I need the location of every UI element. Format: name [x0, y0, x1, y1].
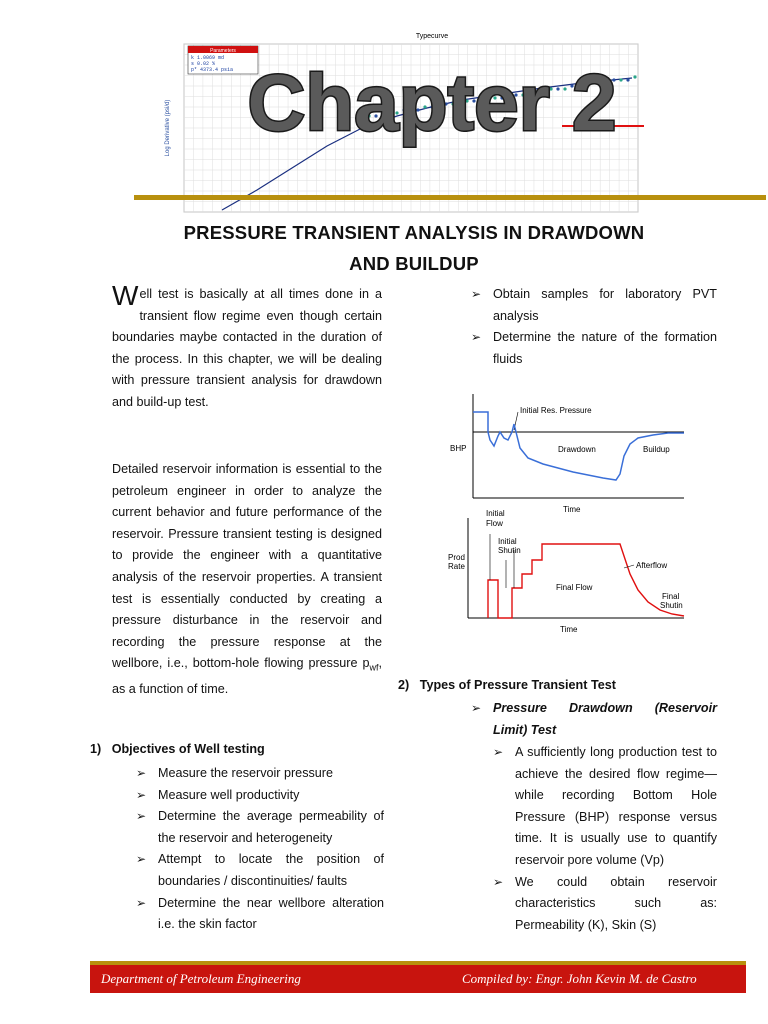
label-buildup: Buildup — [643, 445, 670, 454]
label-final-flow: Final Flow — [556, 583, 593, 592]
objectives-list-continued — [471, 284, 717, 370]
legend-row-s: s 0.02 % — [191, 61, 216, 67]
intro-paragraph — [112, 280, 382, 414]
label-prod-rate: Rate — [448, 562, 465, 571]
label-time: Time — [563, 505, 581, 514]
label-final-shutin-top: Final — [662, 592, 680, 601]
label-initial-shutin-top: Initial — [498, 537, 517, 546]
label-bhp: BHP — [450, 444, 467, 453]
arrow-bullet-icon: ➢ — [471, 701, 482, 715]
typecurve-title: Typecurve — [415, 33, 449, 40]
list-item: ➢ Determine the nature of the formation fluids — [471, 327, 717, 370]
arrow-bullet-icon: ➢ — [493, 745, 504, 759]
chapter-title-line1: PRESSURE TRANSIENT ANALYSIS IN DRAWDOWN — [183, 222, 645, 243]
drawdown-subsection — [471, 698, 717, 741]
list-item: ➢ Determine the average permeability of the reservoir and heterogeneity — [136, 806, 384, 849]
intro-text: ell test is basically at all times done in a transient flow regime even though certain boundaries maybe contacted in the duration of the process. In this chapter, we will be dealing with pressure transient analysis for drawdown and build-up test. — [112, 287, 382, 409]
detail-text: Detailed reservoir information is essential to the petroleum engineer in order to analyze the current behavior and future performance of the reservoir. Pressure transient testing is designed to provide the engineer with a quantitative analysis of the reservoir properties. A transient test is essentially conducted by creating a pressure disturbance in the reservoir and recording the pressure response at the wellbore, i.e., bottom-hole flowing pressure p — [112, 462, 382, 671]
list-item: ➢ Measure well productivity — [136, 785, 384, 807]
drawdown-details-list — [493, 742, 717, 936]
drop-cap: W — [112, 280, 139, 311]
detail-paragraph — [112, 459, 382, 701]
legend-row-k: k 1.0069 md — [191, 55, 225, 61]
legend-row-p: p* 4373.4 psia — [191, 67, 234, 73]
label-initial-flow: Flow — [486, 519, 503, 528]
section-objectives-heading: 1) Objectives of Well testing — [90, 742, 265, 756]
arrow-bullet-icon: ➢ — [136, 787, 147, 802]
list-item: ➢ Obtain samples for laboratory PVT analysis — [471, 284, 717, 327]
arrow-bullet-icon: ➢ — [493, 874, 504, 889]
label-afterflow: Afterflow — [636, 561, 668, 570]
chapter-title-line2: AND BUILDUP — [349, 253, 479, 274]
arrow-bullet-icon: ➢ — [136, 809, 147, 824]
list-item: ➢ We could obtain reservoir characteristics such as: Permeability (K), Skin (S) — [493, 872, 717, 937]
pwf-subscript: wf — [369, 662, 379, 673]
label-initial-flow-top: Initial — [486, 509, 505, 518]
objectives-list — [136, 763, 384, 936]
production-rate-figure — [448, 508, 688, 638]
label-final-shutin: Shutin — [660, 601, 683, 610]
y-axis-label: Log Derivative (psi/d) — [165, 99, 171, 157]
list-item: ➢ A sufficiently long production test to achieve the desired flow regime—while recording Bottom Hole Pressure (BHP) response versus time. It is usually use to quantify reservoir pore volume (Vp) — [493, 742, 717, 872]
label-time: Time — [560, 625, 578, 634]
arrow-bullet-icon: ➢ — [136, 766, 147, 780]
drawdown-subheading: Pressure Drawdown (Reservoir Limit) Test — [493, 701, 717, 737]
arrow-bullet-icon: ➢ — [471, 330, 482, 345]
arrow-bullet-icon: ➢ — [471, 287, 482, 301]
legend-title: Parameters — [210, 48, 236, 54]
arrow-bullet-icon: ➢ — [136, 895, 147, 910]
list-item: ➢ Attempt to locate the position of boundaries / discontinuities/ faults — [136, 849, 384, 892]
list-item — [471, 698, 717, 741]
label-initial-pressure: Initial Res. Pressure — [520, 406, 592, 415]
label-prod-rate-top: Prod — [448, 553, 465, 562]
chapter-heading: Chapter 2 — [247, 58, 617, 147]
label-initial-shutin: Shutin — [498, 546, 521, 555]
list-item: ➢ Measure the reservoir pressure — [136, 763, 384, 785]
arrow-bullet-icon: ➢ — [136, 852, 147, 867]
footer-department: Department of Petroleum Engineering — [101, 971, 301, 986]
list-item: ➢ Determine the near wellbore alteration i.e. the skin factor — [136, 893, 384, 936]
bhp-drawdown-buildup-figure — [448, 388, 688, 518]
label-drawdown: Drawdown — [558, 445, 596, 454]
gold-divider — [134, 195, 766, 200]
detail-text-end: , as a function of time. — [112, 656, 382, 697]
footer-author: Compiled by: Engr. John Kevin M. de Castro — [462, 971, 697, 986]
section-test-types-heading: 2) Types of Pressure Transient Test — [398, 678, 616, 692]
